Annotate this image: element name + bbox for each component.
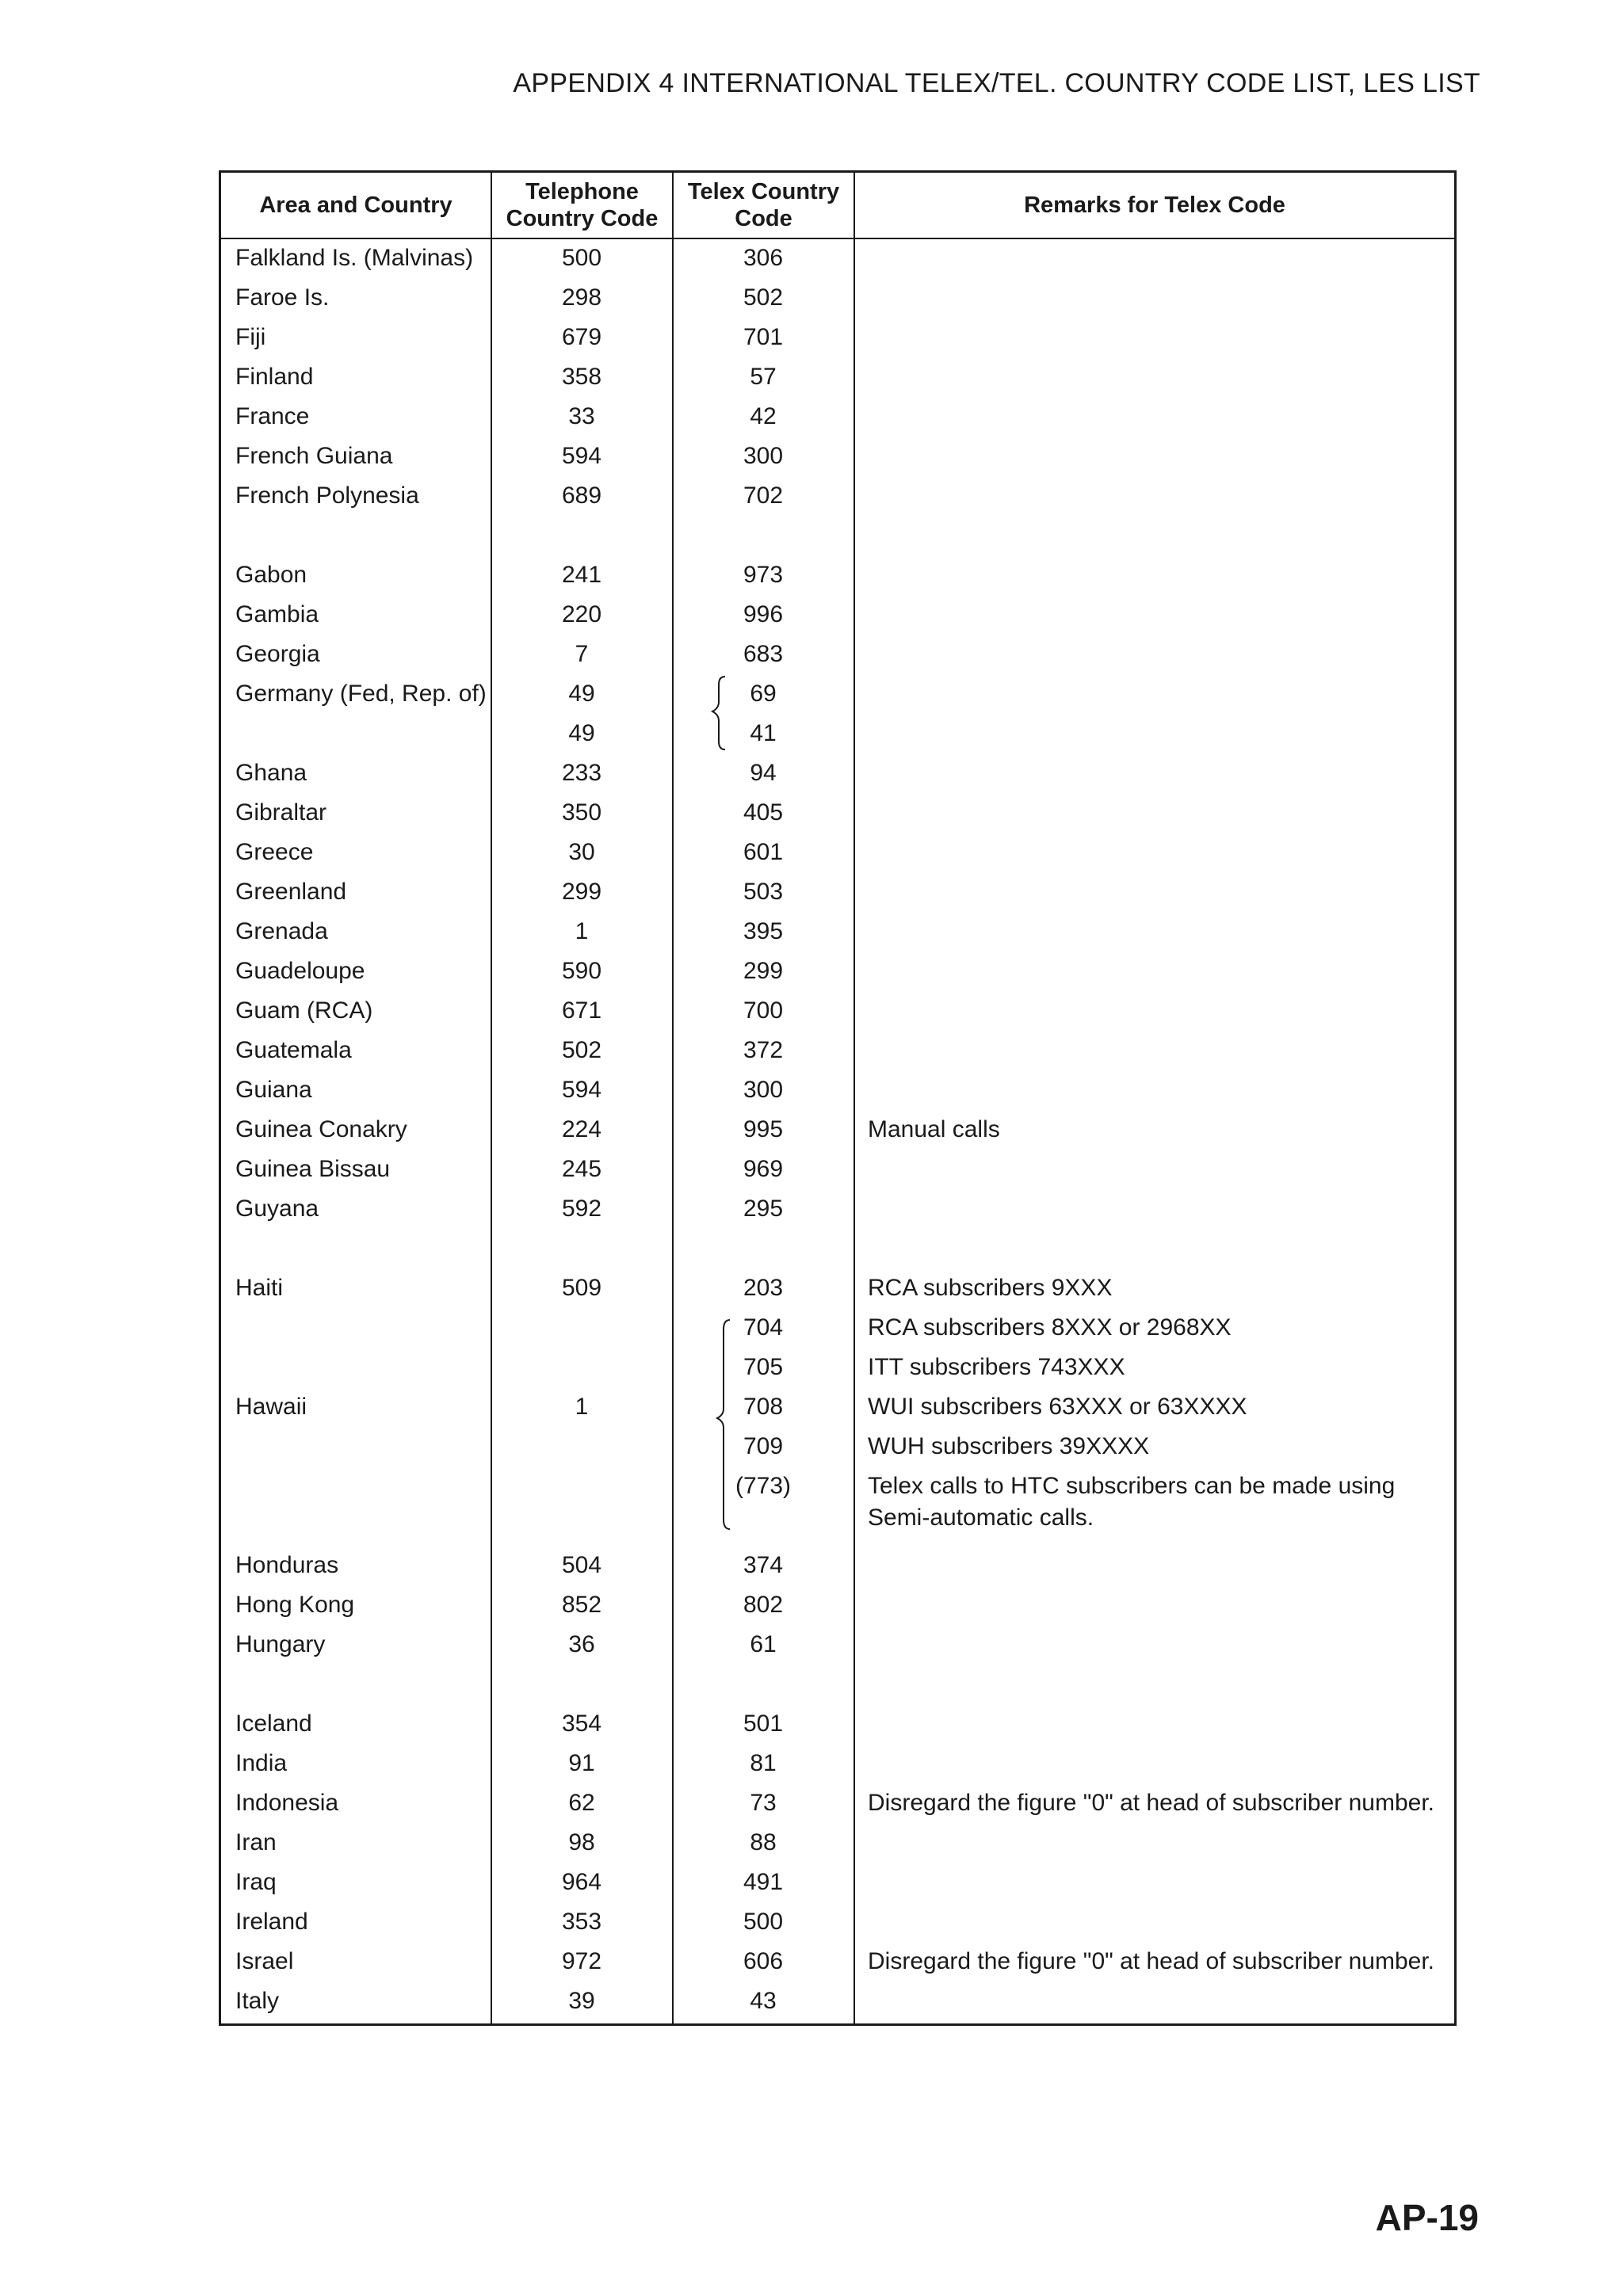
telephone-code-cell: 62 [568, 1790, 595, 1816]
column-header-telephone-line1: Telephone [525, 179, 639, 204]
telephone-code-cell: 36 [568, 1631, 595, 1657]
table-row [221, 833, 1454, 872]
telephone-code-cell: 224 [561, 1116, 602, 1142]
country-cell: Georgia [235, 641, 320, 667]
telex-code-cell: 306 [743, 245, 784, 271]
telephone-code-cell: 49 [568, 720, 595, 746]
telephone-code-cell [492, 1308, 671, 1348]
table-row [221, 991, 1454, 1031]
table-row [221, 238, 1454, 278]
table-row [221, 1546, 1454, 1585]
telex-code-cell: 81 [750, 1750, 777, 1776]
telex-code-cell: 374 [743, 1552, 784, 1578]
telex-code-cell: 683 [743, 641, 784, 667]
country-cell: Greece [235, 839, 314, 865]
table-row [221, 1981, 1454, 2021]
country-cell: Gibraltar [235, 799, 327, 826]
country-cell: India [235, 1750, 288, 1776]
remark-cell [868, 480, 1446, 520]
country-cell: Guam (RCA) [235, 997, 373, 1024]
telex-code-cell: 702 [743, 482, 784, 509]
telex-code-cell: 295 [743, 1196, 784, 1222]
remark-cell [868, 1985, 1446, 2025]
telephone-code-cell: 594 [561, 1077, 602, 1103]
country-cell: Finland [235, 364, 314, 390]
country-cell: Guinea Bissau [235, 1156, 391, 1182]
table-row [221, 1704, 1454, 1744]
country-cell: French Guiana [235, 443, 393, 469]
table-row [221, 318, 1454, 357]
telex-code-cell: 701 [743, 324, 784, 350]
country-cell: Guinea Conakry [235, 1116, 407, 1142]
telex-code-cell: (773) [735, 1473, 792, 1499]
telephone-code-cell: 49 [568, 681, 595, 707]
country-cell: Fiji [235, 324, 266, 350]
country-cell: Germany (Fed, Rep. of) [235, 681, 487, 707]
telephone-code-cell: 671 [561, 997, 602, 1024]
country-cell: Guatemala [235, 1037, 352, 1063]
table-row [221, 1150, 1454, 1189]
country-cell: Iran [235, 1829, 277, 1855]
remark-cell [868, 1748, 1446, 1787]
table-row [221, 1031, 1454, 1070]
table-row [221, 1466, 1454, 1531]
telephone-code-cell: 353 [561, 1909, 602, 1935]
telex-code-cell: 503 [743, 879, 784, 905]
telex-code-cell: 705 [743, 1354, 784, 1380]
remark-cell [868, 322, 1446, 361]
column-header-country [221, 173, 491, 238]
remark-cell [868, 282, 1446, 322]
telephone-code-cell: 679 [561, 324, 602, 350]
telephone-code-cell [492, 1427, 671, 1466]
table-row [221, 952, 1454, 991]
table-row [221, 753, 1454, 793]
telex-code-cell: 606 [743, 1948, 784, 1974]
telephone-code-cell: 233 [561, 760, 602, 786]
table-row [221, 397, 1454, 437]
table-row [221, 437, 1454, 476]
column-header-remarks [855, 173, 1454, 238]
remark-cell [868, 1906, 1446, 1946]
remark-cell [868, 441, 1446, 480]
telephone-code-cell: 594 [561, 443, 602, 469]
table-row [221, 1744, 1454, 1783]
country-cell: Guiana [235, 1077, 312, 1103]
country-cell: Gambia [235, 601, 319, 627]
brace-hawaii-icon [221, 173, 222, 174]
remark-cell [868, 837, 1446, 876]
table-row [221, 1268, 1454, 1308]
remark-cell [868, 1629, 1446, 1669]
telephone-code-cell: 1 [575, 1394, 589, 1420]
telephone-code-cell: 852 [561, 1592, 602, 1618]
remark-cell [868, 1867, 1446, 1906]
remark-cell [868, 1154, 1446, 1193]
telex-code-cell: 996 [743, 601, 784, 627]
telephone-code-cell: 39 [568, 1988, 595, 2014]
table-row [221, 476, 1454, 516]
remark-cell: WUH subscribers 39XXXX [868, 1433, 1150, 1459]
remark-cell: RCA subscribers 8XXX or 2968XX [868, 1314, 1232, 1341]
country-cell: Italy [235, 1988, 280, 2014]
remark-cell: RCA subscribers 9XXX [868, 1275, 1113, 1301]
country-cell: Iraq [235, 1869, 277, 1895]
telephone-code-cell: 350 [561, 799, 602, 826]
country-cell: French Polynesia [235, 482, 419, 509]
country-cell: Faroe Is. [235, 284, 330, 311]
telephone-code-cell: 964 [561, 1869, 602, 1895]
country-cell: Honduras [235, 1552, 339, 1578]
remark-cell: Disregard the figure "0" at head of subscriber number. [868, 1790, 1435, 1816]
telephone-code-cell: 689 [561, 482, 602, 509]
table-row [221, 1942, 1454, 1981]
table-row [221, 1585, 1454, 1625]
remark-cell [868, 1827, 1446, 1867]
page-header-title: APPENDIX 4 INTERNATIONAL TELEX/TEL. COUNTRY CODE LIST, LES LIST [513, 68, 1480, 98]
telex-code-cell: 500 [743, 1909, 784, 1935]
telex-code-cell: 41 [750, 720, 777, 746]
country-cell: Hong Kong [235, 1592, 355, 1618]
country-cell: Haiti [235, 1275, 284, 1301]
remark-cell [868, 639, 1446, 678]
telex-code-cell: 969 [743, 1156, 784, 1182]
telephone-code-cell: 245 [561, 1156, 602, 1182]
remark-cell [868, 757, 1446, 797]
remark-cell [868, 1074, 1446, 1114]
telex-code-cell: 709 [743, 1433, 784, 1459]
country-cell: Hungary [235, 1631, 326, 1657]
country-cell: Gabon [235, 562, 307, 588]
telephone-code-cell: 972 [561, 1948, 602, 1974]
table-row [221, 872, 1454, 912]
remark-cell [868, 678, 1446, 718]
telephone-code-cell: 592 [561, 1196, 602, 1222]
telephone-code-cell [492, 1466, 671, 1506]
country-cell: Indonesia [235, 1790, 339, 1816]
column-header-telex [674, 173, 854, 238]
table-row [221, 1070, 1454, 1110]
telephone-code-cell: 220 [561, 601, 602, 627]
table-row [221, 1823, 1454, 1863]
telex-code-cell: 501 [743, 1711, 784, 1737]
telephone-code-cell: 98 [568, 1829, 595, 1855]
remark-cell [868, 916, 1446, 955]
remark-cell [868, 1708, 1446, 1748]
column-header-telex-line2: Code [735, 206, 792, 231]
telephone-code-cell: 7 [575, 641, 589, 667]
telephone-code-cell: 509 [561, 1275, 602, 1301]
remark-cell: Telex calls to HTC subscribers can be made using Semi-automatic calls. [868, 1473, 1396, 1531]
remark-cell [868, 1589, 1446, 1629]
remark-cell [868, 1035, 1446, 1074]
country-cell: Hawaii [235, 1394, 307, 1420]
telex-code-cell: 601 [743, 839, 784, 865]
telephone-code-cell: 241 [561, 562, 602, 588]
country-cell: Guyana [235, 1196, 319, 1222]
telex-code-cell: 700 [743, 997, 784, 1024]
telex-code-cell: 372 [743, 1037, 784, 1063]
table-row [221, 793, 1454, 833]
telex-code-cell: 502 [743, 284, 784, 311]
remark-cell [868, 1550, 1446, 1589]
telex-code-cell: 299 [743, 958, 784, 984]
remark-cell [868, 401, 1446, 441]
table-row [221, 912, 1454, 952]
column-header-remarks-label: Remarks for Telex Code [1024, 193, 1285, 218]
remark-cell [868, 995, 1446, 1035]
country-cell: Guadeloupe [235, 958, 365, 984]
table-row [221, 1348, 1454, 1387]
telephone-code-cell: 30 [568, 839, 595, 865]
telex-code-cell: 704 [743, 1314, 784, 1341]
table-row [221, 1308, 1454, 1348]
table-row [221, 278, 1454, 318]
country-cell: Iceland [235, 1711, 312, 1737]
telex-code-cell: 300 [743, 1077, 784, 1103]
remark-cell [868, 1193, 1446, 1233]
table-row [221, 1863, 1454, 1902]
remark-cell: WUI subscribers 63XXX or 63XXXX [868, 1394, 1247, 1420]
telex-code-cell: 57 [750, 364, 777, 390]
telephone-code-cell: 33 [568, 403, 595, 429]
telex-code-cell: 94 [750, 760, 777, 786]
table-row [221, 1902, 1454, 1942]
remark-cell [868, 797, 1446, 837]
remark-cell [868, 242, 1446, 282]
country-cell: Ireland [235, 1909, 308, 1935]
country-code-table [219, 170, 1457, 2026]
telex-code-cell: 42 [750, 403, 777, 429]
column-header-telex-line1: Telex Country [687, 179, 840, 204]
country-cell: Grenada [235, 918, 328, 944]
table-row [221, 714, 1454, 753]
table-row [221, 357, 1454, 397]
remark-cell [868, 361, 1446, 401]
country-cell: Israel [235, 1948, 294, 1974]
column-header-telephone [492, 173, 672, 238]
telephone-code-cell: 298 [561, 284, 602, 311]
telex-code-cell: 995 [743, 1116, 784, 1142]
telephone-code-cell: 502 [561, 1037, 602, 1063]
country-cell: France [235, 403, 310, 429]
column-header-country-label: Area and Country [259, 193, 453, 218]
remark-cell: Disregard the figure "0" at head of subscriber number. [868, 1948, 1435, 1974]
telex-code-cell: 405 [743, 799, 784, 826]
table-row [221, 635, 1454, 674]
table-row [221, 1189, 1454, 1229]
remark-cell [868, 955, 1446, 995]
remark-cell [868, 876, 1446, 916]
telephone-code-cell: 354 [561, 1711, 602, 1737]
remark-cell: ITT subscribers 743XXX [868, 1354, 1125, 1380]
page-number: AP-19 [1375, 2197, 1479, 2238]
telephone-code-cell: 500 [561, 245, 602, 271]
telephone-code-cell: 1 [575, 918, 589, 944]
telephone-code-cell: 504 [561, 1552, 602, 1578]
telex-code-cell: 61 [750, 1631, 777, 1657]
telephone-code-cell [492, 1348, 671, 1387]
country-cell: Ghana [235, 760, 307, 786]
telephone-code-cell: 358 [561, 364, 602, 390]
telex-code-cell: 491 [743, 1869, 784, 1895]
telephone-code-cell: 91 [568, 1750, 595, 1776]
telex-code-cell: 69 [750, 681, 777, 707]
telex-code-cell: 300 [743, 443, 784, 469]
table-row [221, 1427, 1454, 1466]
telex-code-cell: 43 [750, 1988, 777, 2014]
table-row [221, 1110, 1454, 1150]
telex-code-cell: 203 [743, 1275, 784, 1301]
table-row [221, 555, 1454, 595]
telex-code-cell: 708 [743, 1394, 784, 1420]
remark-cell: Manual calls [868, 1116, 1000, 1142]
remark-cell [868, 718, 1446, 757]
remark-cell [868, 559, 1446, 599]
table-row [221, 674, 1454, 714]
telex-code-cell: 395 [743, 918, 784, 944]
table-row [221, 1387, 1454, 1427]
table-row [221, 1783, 1454, 1823]
telephone-code-cell: 299 [561, 879, 602, 905]
table-row [221, 595, 1454, 635]
telex-code-cell: 802 [743, 1592, 784, 1618]
telephone-code-cell: 590 [561, 958, 602, 984]
telex-code-cell: 73 [750, 1790, 777, 1816]
remark-cell [868, 599, 1446, 639]
country-cell: Greenland [235, 879, 347, 905]
table-row [221, 1625, 1454, 1665]
column-header-telephone-line2: Country Code [506, 206, 659, 231]
telex-code-cell: 973 [743, 562, 784, 588]
country-cell: Falkland Is. (Malvinas) [235, 245, 474, 271]
telex-code-cell: 88 [750, 1829, 777, 1855]
